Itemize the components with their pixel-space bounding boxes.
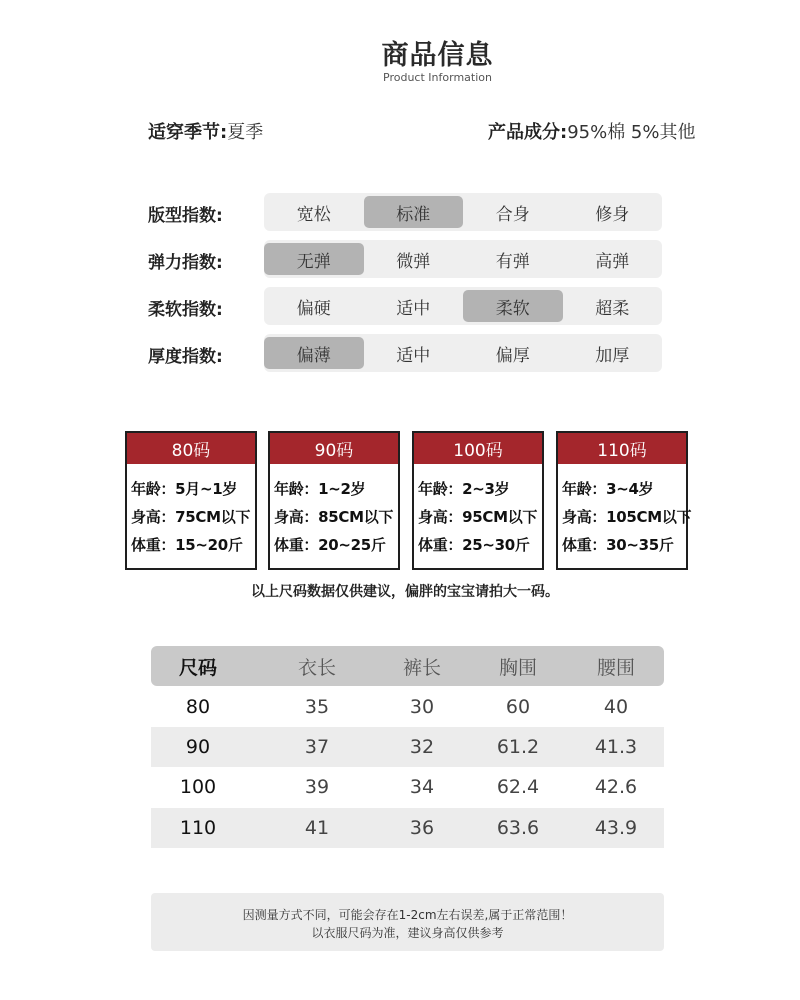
size-card-weight: 体重：15~20斤 (131, 536, 243, 554)
size-card-height: 身高：105CM以下 (562, 508, 692, 526)
table-row (151, 767, 664, 807)
season-label: 适穿季节: (148, 122, 228, 143)
index-scale (264, 334, 662, 372)
size-card-body (414, 464, 542, 559)
table-cell: 42.6 (594, 776, 638, 798)
table-header-cell: 尺码 (178, 656, 217, 679)
material-value: 95%棉 5%其他 (567, 122, 696, 143)
index-option: 偏厚 (495, 345, 530, 366)
table-cell: 37 (304, 736, 330, 758)
table-cell: 41 (304, 817, 330, 839)
size-card-title: 100码 (414, 433, 542, 464)
size-card (268, 431, 400, 570)
table-cell: 34 (409, 776, 435, 798)
table-cell: 62.4 (496, 776, 540, 798)
material-info (488, 118, 696, 144)
index-scale (264, 193, 662, 231)
table-cell: 30 (409, 696, 435, 718)
table-cell: 61.2 (496, 736, 540, 758)
index-option: 高弹 (595, 251, 630, 272)
index-option: 微弹 (396, 251, 431, 272)
index-option: 有弹 (495, 251, 530, 272)
measurement-note-line2: 以衣服尺码为准，建议身高仅供参考 (311, 926, 504, 940)
size-card-title: 90码 (270, 433, 398, 464)
size-card-title: 80码 (127, 433, 255, 464)
table-row (151, 687, 664, 727)
table-header-cell: 衣长 (297, 656, 336, 679)
page-subtitle: Product Information (383, 71, 492, 84)
season-info (148, 118, 263, 144)
size-card-body (558, 464, 692, 559)
index-option: 修身 (595, 204, 630, 225)
size-card-height: 身高：95CM以下 (418, 508, 538, 526)
material-label: 产品成分: (488, 122, 568, 143)
index-scale (264, 287, 662, 325)
index-option-selected: 偏薄 (264, 337, 364, 369)
table-cell: 35 (304, 696, 330, 718)
measurement-note-line1: 因测量方式不同，可能会存在1-2cm左右误差,属于正常范围！ (242, 908, 573, 922)
index-option: 宽松 (296, 204, 331, 225)
table-cell: 40 (603, 696, 629, 718)
size-card-height: 身高：85CM以下 (274, 508, 394, 526)
table-cell: 32 (409, 736, 435, 758)
table-cell: 90 (185, 736, 211, 758)
table-cell: 110 (179, 817, 217, 839)
size-card-age: 年龄：2~3岁 (418, 480, 510, 498)
size-card (125, 431, 257, 570)
season-value: 夏季 (227, 122, 264, 143)
size-card-height: 身高：75CM以下 (131, 508, 251, 526)
index-label: 弹力指数: (148, 253, 223, 273)
index-option-selected: 无弹 (264, 243, 364, 275)
table-cell: 36 (409, 817, 435, 839)
table-cell: 60 (505, 696, 531, 718)
index-option-selected: 柔软 (463, 290, 563, 322)
table-cell: 43.9 (594, 817, 638, 839)
size-card-body (127, 464, 255, 559)
table-cell: 100 (179, 776, 217, 798)
index-option: 偏硬 (296, 298, 331, 319)
index-label: 厚度指数: (148, 347, 223, 367)
size-card-weight: 体重：25~30斤 (418, 536, 530, 554)
table-cell: 80 (185, 696, 211, 718)
page-title: 商品信息 (381, 40, 494, 71)
index-label: 柔软指数: (148, 300, 223, 320)
size-card (412, 431, 544, 570)
size-card-age: 年龄：3~4岁 (562, 480, 654, 498)
index-option: 加厚 (595, 345, 630, 366)
size-card-body (270, 464, 398, 559)
size-card-title: 110码 (558, 433, 686, 464)
table-cell: 63.6 (496, 817, 540, 839)
index-option: 合身 (495, 204, 530, 225)
table-cell: 41.3 (594, 736, 638, 758)
size-advice-note: 以上尺码数据仅供建议，偏胖的宝宝请拍大一码。 (251, 584, 559, 600)
measurement-note (151, 893, 664, 951)
table-header-cell: 腰围 (596, 656, 635, 679)
index-label: 版型指数: (148, 206, 223, 226)
table-header-cell: 胸围 (498, 656, 537, 679)
table-cell: 39 (304, 776, 330, 798)
index-option: 适中 (396, 345, 431, 366)
table-row (151, 808, 664, 848)
table-row (151, 727, 664, 767)
size-card-age: 年龄：5月~1岁 (131, 480, 238, 498)
size-card-age: 年龄：1~2岁 (274, 480, 366, 498)
size-card (556, 431, 692, 570)
size-card-weight: 体重：30~35斤 (562, 536, 674, 554)
index-scale (264, 240, 662, 278)
table-header-row (151, 646, 664, 686)
index-option-selected: 标准 (364, 196, 464, 228)
index-option: 超柔 (595, 298, 630, 319)
size-card-weight: 体重：20~25斤 (274, 536, 386, 554)
table-header-cell: 裤长 (402, 656, 441, 679)
index-option: 适中 (396, 298, 431, 319)
